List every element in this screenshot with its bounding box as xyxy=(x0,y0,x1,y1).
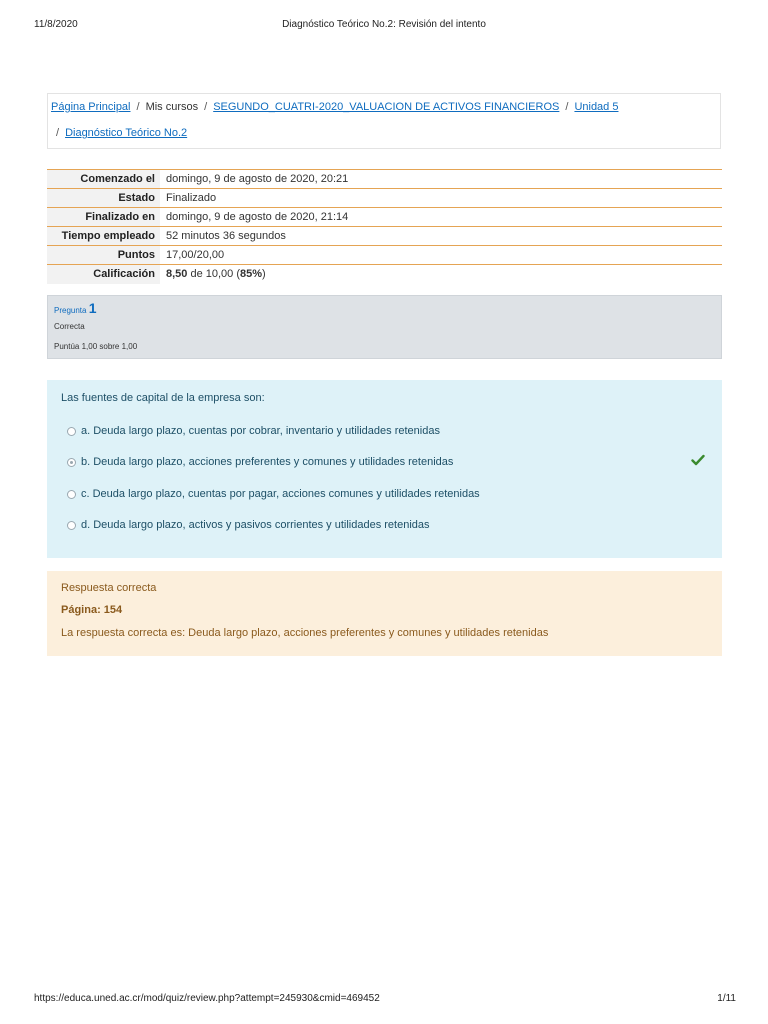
radio-button[interactable] xyxy=(67,490,76,499)
feedback-right-answer: La respuesta correcta es: Deuda largo plazo, acciones preferentes y comunes y utilidades retenidas xyxy=(61,627,549,639)
summary-row xyxy=(47,189,722,208)
question-info xyxy=(47,295,722,359)
feedback-page: Página: 154 xyxy=(61,604,123,616)
print-page-count: 1/11 xyxy=(717,993,736,1004)
summary-row-grade xyxy=(47,265,722,284)
answer-option-d[interactable] xyxy=(67,517,430,533)
summary-row xyxy=(47,170,722,189)
grade-label: Calificación xyxy=(47,265,160,284)
breadcrumb-unit-link[interactable]: Unidad 5 xyxy=(574,101,619,113)
answer-label: a. Deuda largo plazo, cuentas por cobrar, inventario y utilidades retenidas xyxy=(81,425,440,437)
summary-value: 52 minutos 36 segundos xyxy=(160,227,722,246)
summary-row xyxy=(47,227,722,246)
feedback-status: Respuesta correcta xyxy=(61,582,157,594)
question-text: Las fuentes de capital de la empresa son: xyxy=(61,392,265,404)
answer-label: d. Deuda largo plazo, activos y pasivos corrientes y utilidades retenidas xyxy=(81,519,430,531)
print-url: https://educa.uned.ac.cr/mod/quiz/review.php?attempt=245930&cmid=469452 xyxy=(34,993,380,1004)
summary-label: Puntos xyxy=(47,246,160,265)
breadcrumb-my-courses: Mis cursos xyxy=(145,101,199,113)
radio-button-selected[interactable] xyxy=(67,458,76,467)
radio-button[interactable] xyxy=(67,521,76,530)
question-grade: Puntúa 1,00 sobre 1,00 xyxy=(54,342,138,351)
summary-label: Comenzado el xyxy=(47,170,160,189)
answer-label: b. Deuda largo plazo, acciones preferentes y comunes y utilidades retenidas xyxy=(81,456,454,468)
print-date: 11/8/2020 xyxy=(34,19,78,30)
grade-score: 8,50 xyxy=(166,268,188,281)
answer-option-c[interactable] xyxy=(67,486,480,502)
summary-label: Finalizado en xyxy=(47,208,160,227)
print-title: Diagnóstico Teórico No.2: Revisión del intento xyxy=(282,19,486,30)
grade-value: 8,50 de 10,00 (85%) xyxy=(160,265,722,284)
question-state: Correcta xyxy=(54,322,85,331)
check-icon xyxy=(691,453,705,467)
question-formulation xyxy=(47,380,722,558)
summary-value: 17,00/20,00 xyxy=(160,246,722,265)
answer-option-a[interactable] xyxy=(67,423,440,439)
grade-percent: 85% xyxy=(240,268,263,281)
summary-row xyxy=(47,246,722,265)
question-number: Pregunta 1 xyxy=(54,300,97,316)
summary-value: Finalizado xyxy=(160,189,722,208)
breadcrumb-course-link[interactable]: SEGUNDO_CUATRI-2020_VALUACION DE ACTIVOS FINANCIEROS xyxy=(213,101,560,113)
breadcrumb-quiz-link[interactable]: Diagnóstico Teórico No.2 xyxy=(65,127,188,139)
summary-label: Estado xyxy=(47,189,160,208)
breadcrumb: Página Principal / Mis cursos / SEGUNDO_CUATRI-2020_VALUACION DE ACTIVOS FINANCIEROS / Unidad 5 / Diagnóstico Teórico No.2 xyxy=(47,93,721,149)
summary-value: domingo, 9 de agosto de 2020, 20:21 xyxy=(160,170,722,189)
summary-row xyxy=(47,208,722,227)
attempt-summary-table xyxy=(47,169,722,284)
radio-button[interactable] xyxy=(67,427,76,436)
feedback-panel xyxy=(47,571,722,656)
answer-label: c. Deuda largo plazo, cuentas por pagar, acciones comunes y utilidades retenidas xyxy=(81,488,480,500)
answer-option-b[interactable] xyxy=(67,454,453,470)
summary-value: domingo, 9 de agosto de 2020, 21:14 xyxy=(160,208,722,227)
breadcrumb-home-link[interactable]: Página Principal xyxy=(51,101,131,113)
summary-label: Tiempo empleado xyxy=(47,227,160,246)
